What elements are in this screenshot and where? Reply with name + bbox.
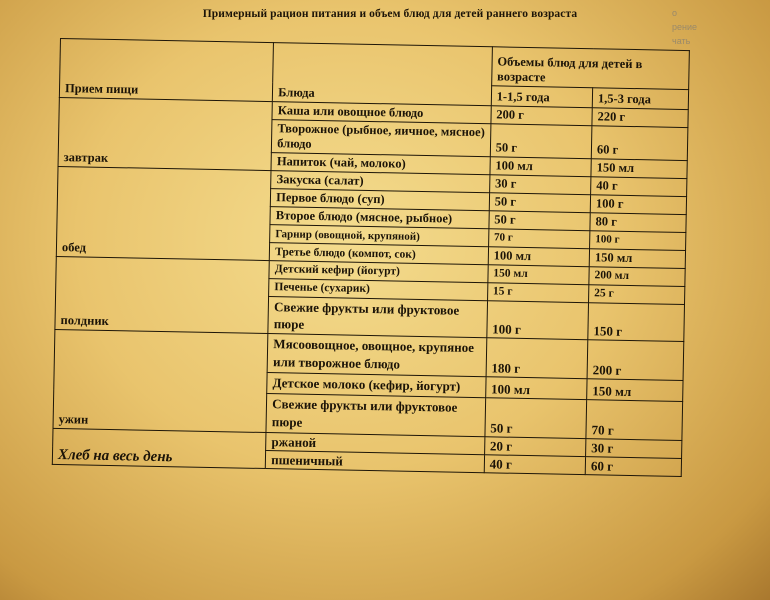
dish-cell: Первое блюдо (суп) — [271, 189, 490, 211]
header-row — [60, 39, 690, 90]
volume-a: 30 г — [489, 175, 591, 195]
volume-b: 70 г — [586, 400, 683, 441]
volume-b: 80 г — [590, 213, 686, 233]
volume-a: 180 г — [486, 338, 588, 379]
margin-note-line: о — [672, 8, 678, 18]
volume-a: 50 г — [490, 124, 592, 159]
dish-cell: Детский кефир (йогурт) — [269, 261, 488, 283]
volume-b: 150 мл — [591, 159, 687, 179]
margin-note-line: рение — [672, 22, 698, 32]
volume-b: 40 г — [591, 177, 687, 197]
volume-a: 50 г — [489, 193, 591, 213]
volume-b: 200 мл — [589, 267, 685, 287]
diet-table — [52, 38, 690, 477]
volume-a: 40 г — [484, 455, 586, 475]
header-age-b: 1,5-3 года — [592, 88, 688, 110]
volume-a: 100 мл — [488, 247, 590, 267]
volume-b: 30 г — [586, 439, 682, 459]
volume-b: 100 г — [590, 231, 686, 251]
header-volumes: Объемы блюд для детей в возрасте — [491, 47, 689, 90]
meal-snack: полдник — [55, 256, 270, 333]
dish-cell: Свежие фрукты или фруктовое пюре — [268, 297, 487, 338]
volume-b: 60 г — [585, 457, 681, 477]
margin-note — [672, 6, 732, 48]
volume-b: 150 мл — [587, 379, 683, 402]
volume-b: 220 г — [592, 108, 688, 128]
dish-cell: Третье блюдо (компот, сок) — [269, 243, 488, 265]
volume-b: 150 мл — [589, 249, 685, 269]
volume-a: 50 г — [489, 211, 591, 231]
volume-b: 25 г — [589, 285, 685, 305]
dish-cell: Каша или овощное блюдо — [272, 102, 491, 124]
dish-cell: Печенье (сухарик) — [269, 279, 488, 301]
header-dishes: Блюда — [273, 43, 493, 106]
volume-b: 200 г — [587, 340, 684, 381]
dish-cell: Мясоовощное, овощное, крупяное или творожное блюдо — [267, 334, 486, 377]
volume-b: 60 г — [591, 126, 688, 161]
dish-cell: Закуска (салат) — [271, 171, 490, 193]
dish-cell: Творожное (рыбное, яичное, мясное) блюдо — [272, 120, 491, 157]
volume-a: 100 г — [487, 301, 589, 340]
meal-dinner: ужин — [53, 329, 268, 432]
dish-cell: ржаной — [266, 433, 485, 455]
dish-cell: Напиток (чай, молоко) — [271, 153, 490, 175]
dish-cell: Второе блюдо (мясное, рыбное) — [270, 207, 489, 229]
volume-a: 15 г — [487, 283, 589, 303]
volume-b: 150 г — [588, 303, 685, 342]
margin-note-line: чать — [672, 36, 691, 46]
dish-cell: Детское молоко (кефир, йогурт) — [267, 373, 486, 398]
volume-a: 100 мл — [490, 157, 592, 177]
volume-a: 100 мл — [485, 377, 587, 400]
header-age-a: 1-1,5 года — [491, 86, 593, 108]
dish-cell: пшеничный — [265, 451, 484, 473]
volume-a: 200 г — [491, 106, 593, 126]
header-meal: Прием пищи — [59, 39, 273, 102]
document-title: Примерный рацион питания и объем блюд для детей раннего возраста — [202, 8, 578, 20]
meal-breakfast: завтрак — [58, 97, 273, 170]
volume-a: 150 мл — [488, 265, 590, 285]
volume-a: 70 г — [488, 229, 590, 249]
dish-cell: Гарнир (овощной, крупяной) — [270, 225, 489, 247]
meal-lunch: обед — [56, 166, 271, 260]
meal-bread: Хлеб на весь день — [52, 428, 266, 468]
volume-b: 100 г — [590, 195, 686, 215]
dish-cell: Свежие фрукты или фруктовое пюре — [266, 394, 485, 437]
volume-a: 50 г — [485, 398, 587, 439]
volume-a: 20 г — [484, 437, 586, 457]
